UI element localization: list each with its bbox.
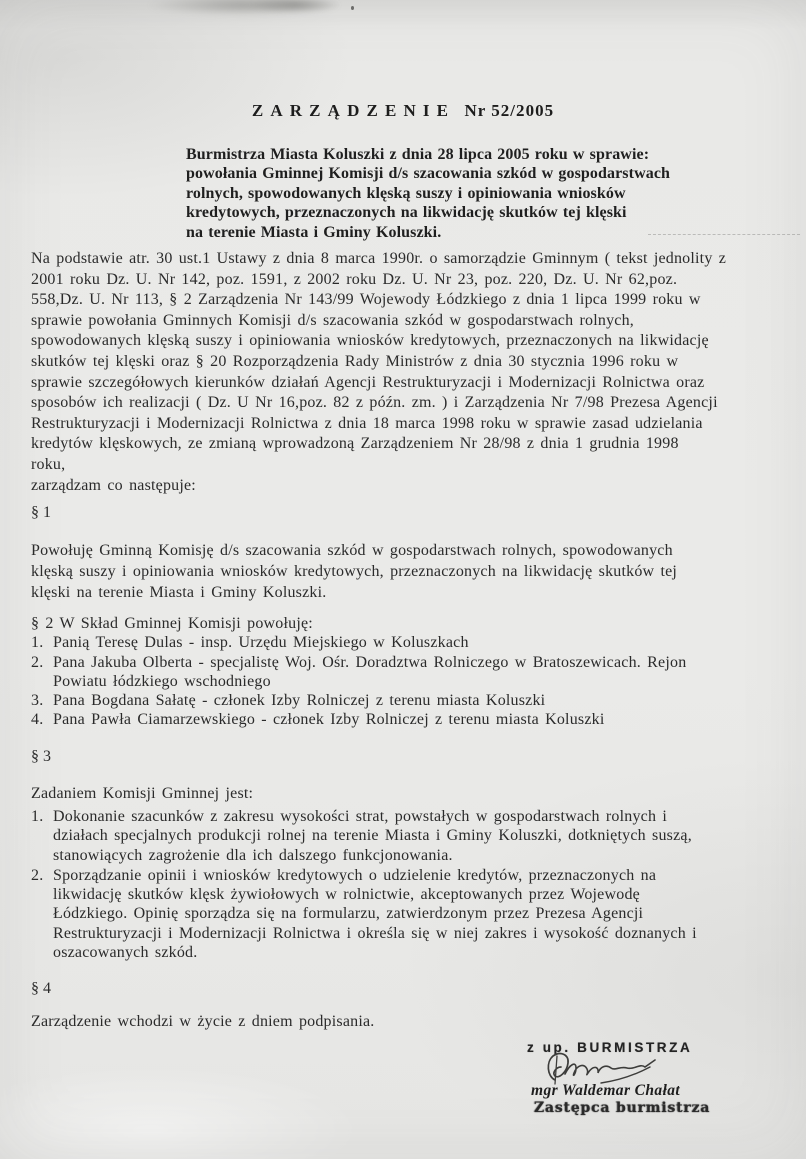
section-1-line: Powołuję Gminną Komisję d/s szacowania szkód w gospodarstwach rolnych, spowodowanych [31,542,673,559]
section-3-list [31,807,697,962]
task-item [31,807,697,865]
item-line: Powiatu łódzkiego wschodniego [53,672,271,690]
item-line: Dokonanie szacunków z zakresu wysokości strat, powstałych w gospodarstwach rolnych i [53,808,667,825]
item-number: 2. [31,653,44,671]
section-1-body [31,540,677,603]
item-number: 1. [31,808,44,825]
task-item [31,866,697,962]
subtitle-line: powołania Gminnej Komisji d/s szacowania szkód w gospodarstwach [186,165,671,183]
section-1-line: klęski na terenie Miasta i Gminy Koluszki. [31,584,327,601]
legal-basis-line: kredytów klęskowych, ze zmianą wprowadzoną Zarządzeniem Nr 28/98 z dnia 1 grudnia 1998 [31,435,679,453]
legal-basis-line: Na podstawie atr. 30 ust.1 Ustawy z dnia 8 marca 1990r. o samorządzie Gminnym ( tekst jednolity z [31,250,727,267]
on-behalf-stamp: z up. BURMISTRZA [527,1040,693,1055]
legal-basis-line: sposobów ich realizacji ( Dz. U Nr 16,poz. 82 z późn. zm. ) i Zarządzenia Nr 7/98 Prezesa Agencji [31,394,718,412]
scan-smudge-dark [230,0,360,18]
legal-basis-line: 2001 roku Dz. U. Nr 142, poz. 1591, z 2002 roku Dz. U. Nr 23, poz. 220, Dz. U. Nr 62,poz. [31,270,678,288]
section-4-body: Zarządzenie wchodzi w życie z dniem podpisania. [31,1013,375,1030]
legal-basis-line: skutków tej klęski oraz § 20 Rozporządzenia Rady Ministrów z dnia 30 stycznia 1996 roku w [31,352,679,370]
document-title [0,101,806,121]
section-3-heading: § 3 [31,748,51,765]
item-line: Pana Bogdana Sałatę - członek Izby Rolniczej z terenu miasta Koluszki [53,692,546,710]
title-number: Nr 52/2005 [464,101,555,120]
item-text [53,807,692,865]
scan-artifact-line [648,234,800,235]
item-text [53,710,604,729]
item-text [53,633,469,652]
item-line: oszacowanych szkód. [53,944,198,962]
enacting-clause: zarządzam co następuje: [31,476,196,494]
signer-position: Zastępca burmistrza [534,1100,711,1116]
section-2-block [31,614,686,730]
legal-basis-line: roku, [31,455,66,473]
legal-basis-paragraph [31,249,726,496]
item-number: 4. [31,711,44,729]
legal-basis-line: sprawie szczegółowych kierunków działań Agencji Restrukturyzacji i Modernizacji Rolnictwa oraz [31,373,705,391]
legal-basis-line: spowodowanych klęską suszy i opiniowania wniosków kredytowych, przeznaczonych na likwidację [31,332,709,350]
commission-member-item [31,633,686,652]
item-line: działach specjalnych produkcji rolnej na terenie Miasta i Gminy Koluszki, dotkniętych suszą, [53,827,692,845]
legal-basis-line: sprawie powołania Gminnych Komisji d/s szacowania szkód w gospodarstwach rolnych, [31,311,634,329]
item-line: Pana Jakuba Olberta - specjalistę Woj. Ośr. Doradztwa Rolniczego w Bratoszewicach. Rejon [53,653,687,671]
legal-basis-line: Restrukturyzacji i Modernizacji Rolnictwa z dnia 18 marca 1998 roku w sprawie zasad udzielania [31,414,703,432]
subtitle-line: rolnych, spowodowanych klęską suszy i opiniowania wniosków [186,184,626,202]
item-line: Panią Teresę Dulas - insp. Urzędu Miejskiego w Koluszkach [53,634,469,652]
signature-block [527,1040,727,1120]
title-word: ZARZĄDZENIE [251,101,456,120]
item-number: 1. [31,634,44,652]
signer-name: mgr Waldemar Chałat [531,1082,681,1099]
item-line: Restrukturyzacji i Modernizacji Rolnictwa i określa się w niej zakres i wysokość doznanych i [53,924,697,942]
item-line: Łódzkiego. Opinię sporządza się na formularzu, zatwierdzonym przez Prezesa Agencji [53,905,644,923]
commission-member-item [31,653,686,692]
section-3-intro: Zadaniem Komisji Gminnej jest: [31,785,254,802]
section-4-heading: § 4 [31,980,51,997]
item-text [53,691,545,710]
subtitle-line: Burmistrza Miasta Koluszki z dnia 28 lipca 2005 roku w sprawie: [186,146,650,163]
commission-member-item [31,691,686,710]
item-text [53,653,686,692]
item-text [53,866,697,962]
item-line: likwidację skutków klęsk żywiołowych w rolnictwie, akceptowanych przez Wojewodę [53,886,640,904]
item-number: 2. [31,866,44,884]
item-line: stanowiących zagrożenie dla ich dalszego funkcjonowania. [53,846,453,864]
item-number: 3. [31,692,44,710]
section-2-heading: § 2 W Skład Gminnej Komisji powołuję: [31,615,313,632]
scan-speck [351,6,354,10]
commission-member-item [31,710,686,729]
item-line: Pana Pawła Ciamarzewskiego - członek Izby Rolniczej z terenu miasta Koluszki [53,711,605,729]
legal-basis-line: 558,Dz. U. Nr 113, § 2 Zarządzenia Nr 143/99 Wojewody Łódzkiego z dnia 1 lipca 1999 roku w [31,291,701,309]
subtitle-line: na terenie Miasta i Gminy Koluszki. [186,223,442,241]
item-line: Sporządzanie opinii i wniosków kredytowych o udzielenie kredytów, przeznaczonych na [53,866,657,884]
section-1-line: klęską suszy i opiniowania wniosków kredytowych, przeznaczonych na likwidację skutków tej [31,563,678,580]
section-1-heading: § 1 [31,504,51,521]
document-subtitle [186,145,670,242]
subtitle-line: kredytowych, przeznaczonych na likwidację skutków tej klęski [186,204,627,222]
